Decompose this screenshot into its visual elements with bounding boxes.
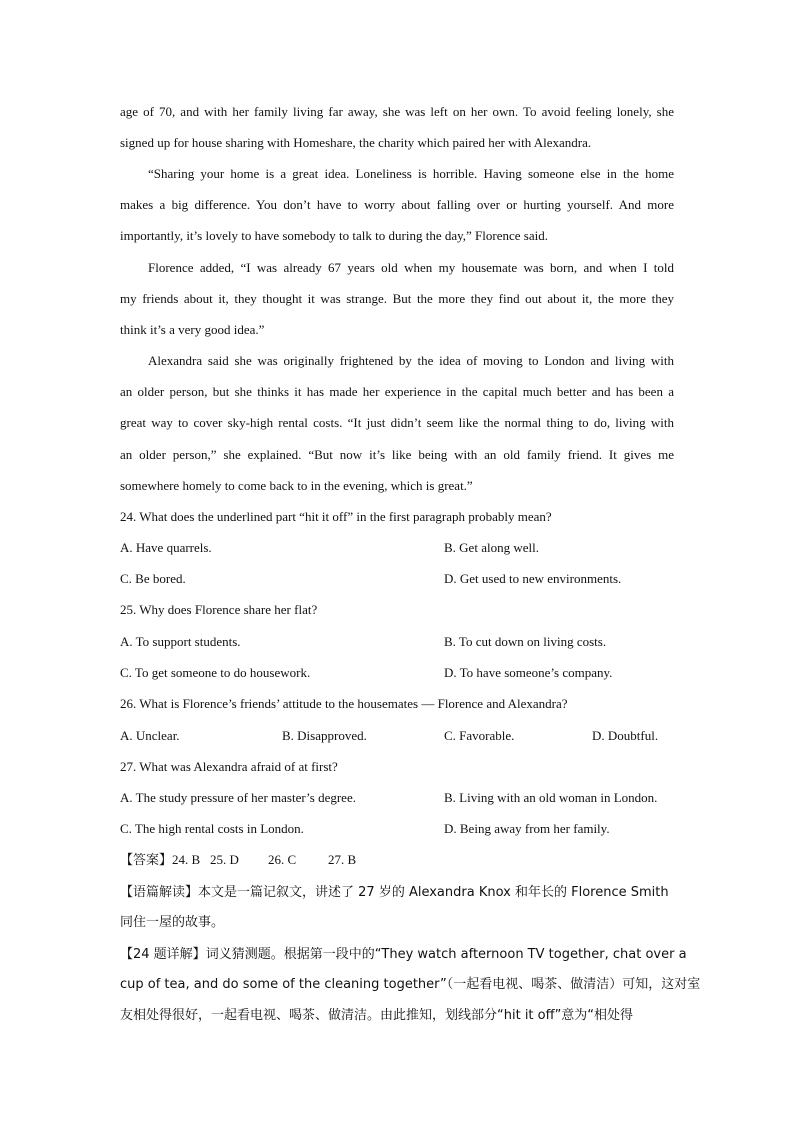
interpretation-text: 本文是一篇记叙文，讲述了 27 岁的 Alexandra Knox 和年长的 Florence Smith	[198, 885, 669, 900]
answer-item: 25. D	[210, 852, 239, 867]
option-b: B. Living with an old woman in London.	[444, 790, 658, 805]
option-a: A. Have quarrels.	[120, 540, 212, 555]
explanation-line	[120, 946, 687, 963]
answer-item: 26. C	[268, 852, 297, 867]
passage-line: an older person, but she thinks it has made her experience in the capital much better and has been a	[120, 384, 674, 399]
explanation-label: 【24 题详解】	[120, 947, 206, 962]
option-a: A. To support students.	[120, 634, 241, 649]
option-d: D. Get used to new environments.	[444, 571, 622, 586]
option-c: C. Be bored.	[120, 571, 186, 586]
passage-line: somewhere homely to come back to in the evening, which is great.”	[120, 478, 473, 493]
answer-item: 27. B	[328, 852, 357, 867]
explanation-text: 词义猜测题。根据第一段中的“They watch afternoon TV together, chat over a	[205, 947, 687, 962]
passage-line: great way to cover sky-high rental costs. “It just didn’t seem like the normal thing to do, living with	[120, 415, 674, 430]
option-c: C. To get someone to do housework.	[120, 665, 311, 680]
option-d: D. Doubtful.	[592, 728, 659, 743]
question-stem: 25. Why does Florence share her flat?	[120, 602, 318, 617]
answer-key	[120, 852, 674, 869]
option-c: C. The high rental costs in London.	[120, 821, 304, 836]
option-a: A. Unclear.	[120, 728, 180, 743]
passage-line: age of 70, and with her family living far away, she was left on her own. To avoid feeling lonely, she	[120, 104, 674, 119]
passage-line: “Sharing your home is a great idea. Loneliness is horrible. Having someone else in the home	[148, 166, 674, 181]
option-c: C. Favorable.	[444, 728, 515, 743]
passage-line: makes a big difference. You don’t have to worry about falling over or hurting yourself. And more	[120, 197, 674, 212]
passage-line: an older person,” she explained. “But now it’s like being with an old family friend. It gives me	[120, 447, 674, 462]
passage-line: signed up for house sharing with Homeshare, the charity which paired her with Alexandra.	[120, 135, 592, 150]
answer-label: 【答案】	[120, 853, 173, 868]
answer-item: 24. B	[172, 852, 201, 867]
question-stem: 26. What is Florence’s friends’ attitude to the housemates — Florence and Alexandra?	[120, 696, 568, 711]
passage-line: think it’s a very good idea.”	[120, 322, 265, 337]
question-stem: 27. What was Alexandra afraid of at first?	[120, 759, 338, 774]
option-b: B. Disapproved.	[282, 728, 367, 743]
option-a: A. The study pressure of her master’s degree.	[120, 790, 356, 805]
explanation-line: 友相处得很好，一起看电视、喝茶、做清洁。由此推知，划线部分“hit it off”意为“相处得	[120, 1008, 634, 1023]
passage-line: Alexandra said she was originally frightened by the idea of moving to London and living with	[148, 353, 674, 368]
option-d: D. Being away from her family.	[444, 821, 610, 836]
passage-line: importantly, it’s lovely to have somebody to talk to during the day,” Florence said.	[120, 228, 548, 243]
passage-line: my friends about it, they thought it was strange. But the more they find out about it, the more they	[120, 291, 674, 306]
option-d: D. To have someone’s company.	[444, 665, 613, 680]
explanation-line: cup of tea, and do some of the cleaning together”（一起看电视、喝茶、做清洁）可知，这对室	[120, 977, 701, 992]
question-stem: 24. What does the underlined part “hit it off” in the first paragraph probably mean?	[120, 509, 552, 524]
interpretation-line	[120, 884, 674, 901]
option-b: B. Get along well.	[444, 540, 539, 555]
interpretation-label: 【语篇解读】	[120, 885, 199, 900]
interpretation-line: 同住一屋的故事。	[120, 915, 225, 930]
option-b: B. To cut down on living costs.	[444, 634, 607, 649]
passage-line: Florence added, “I was already 67 years old when my housemate was born, and when I told	[148, 260, 674, 275]
